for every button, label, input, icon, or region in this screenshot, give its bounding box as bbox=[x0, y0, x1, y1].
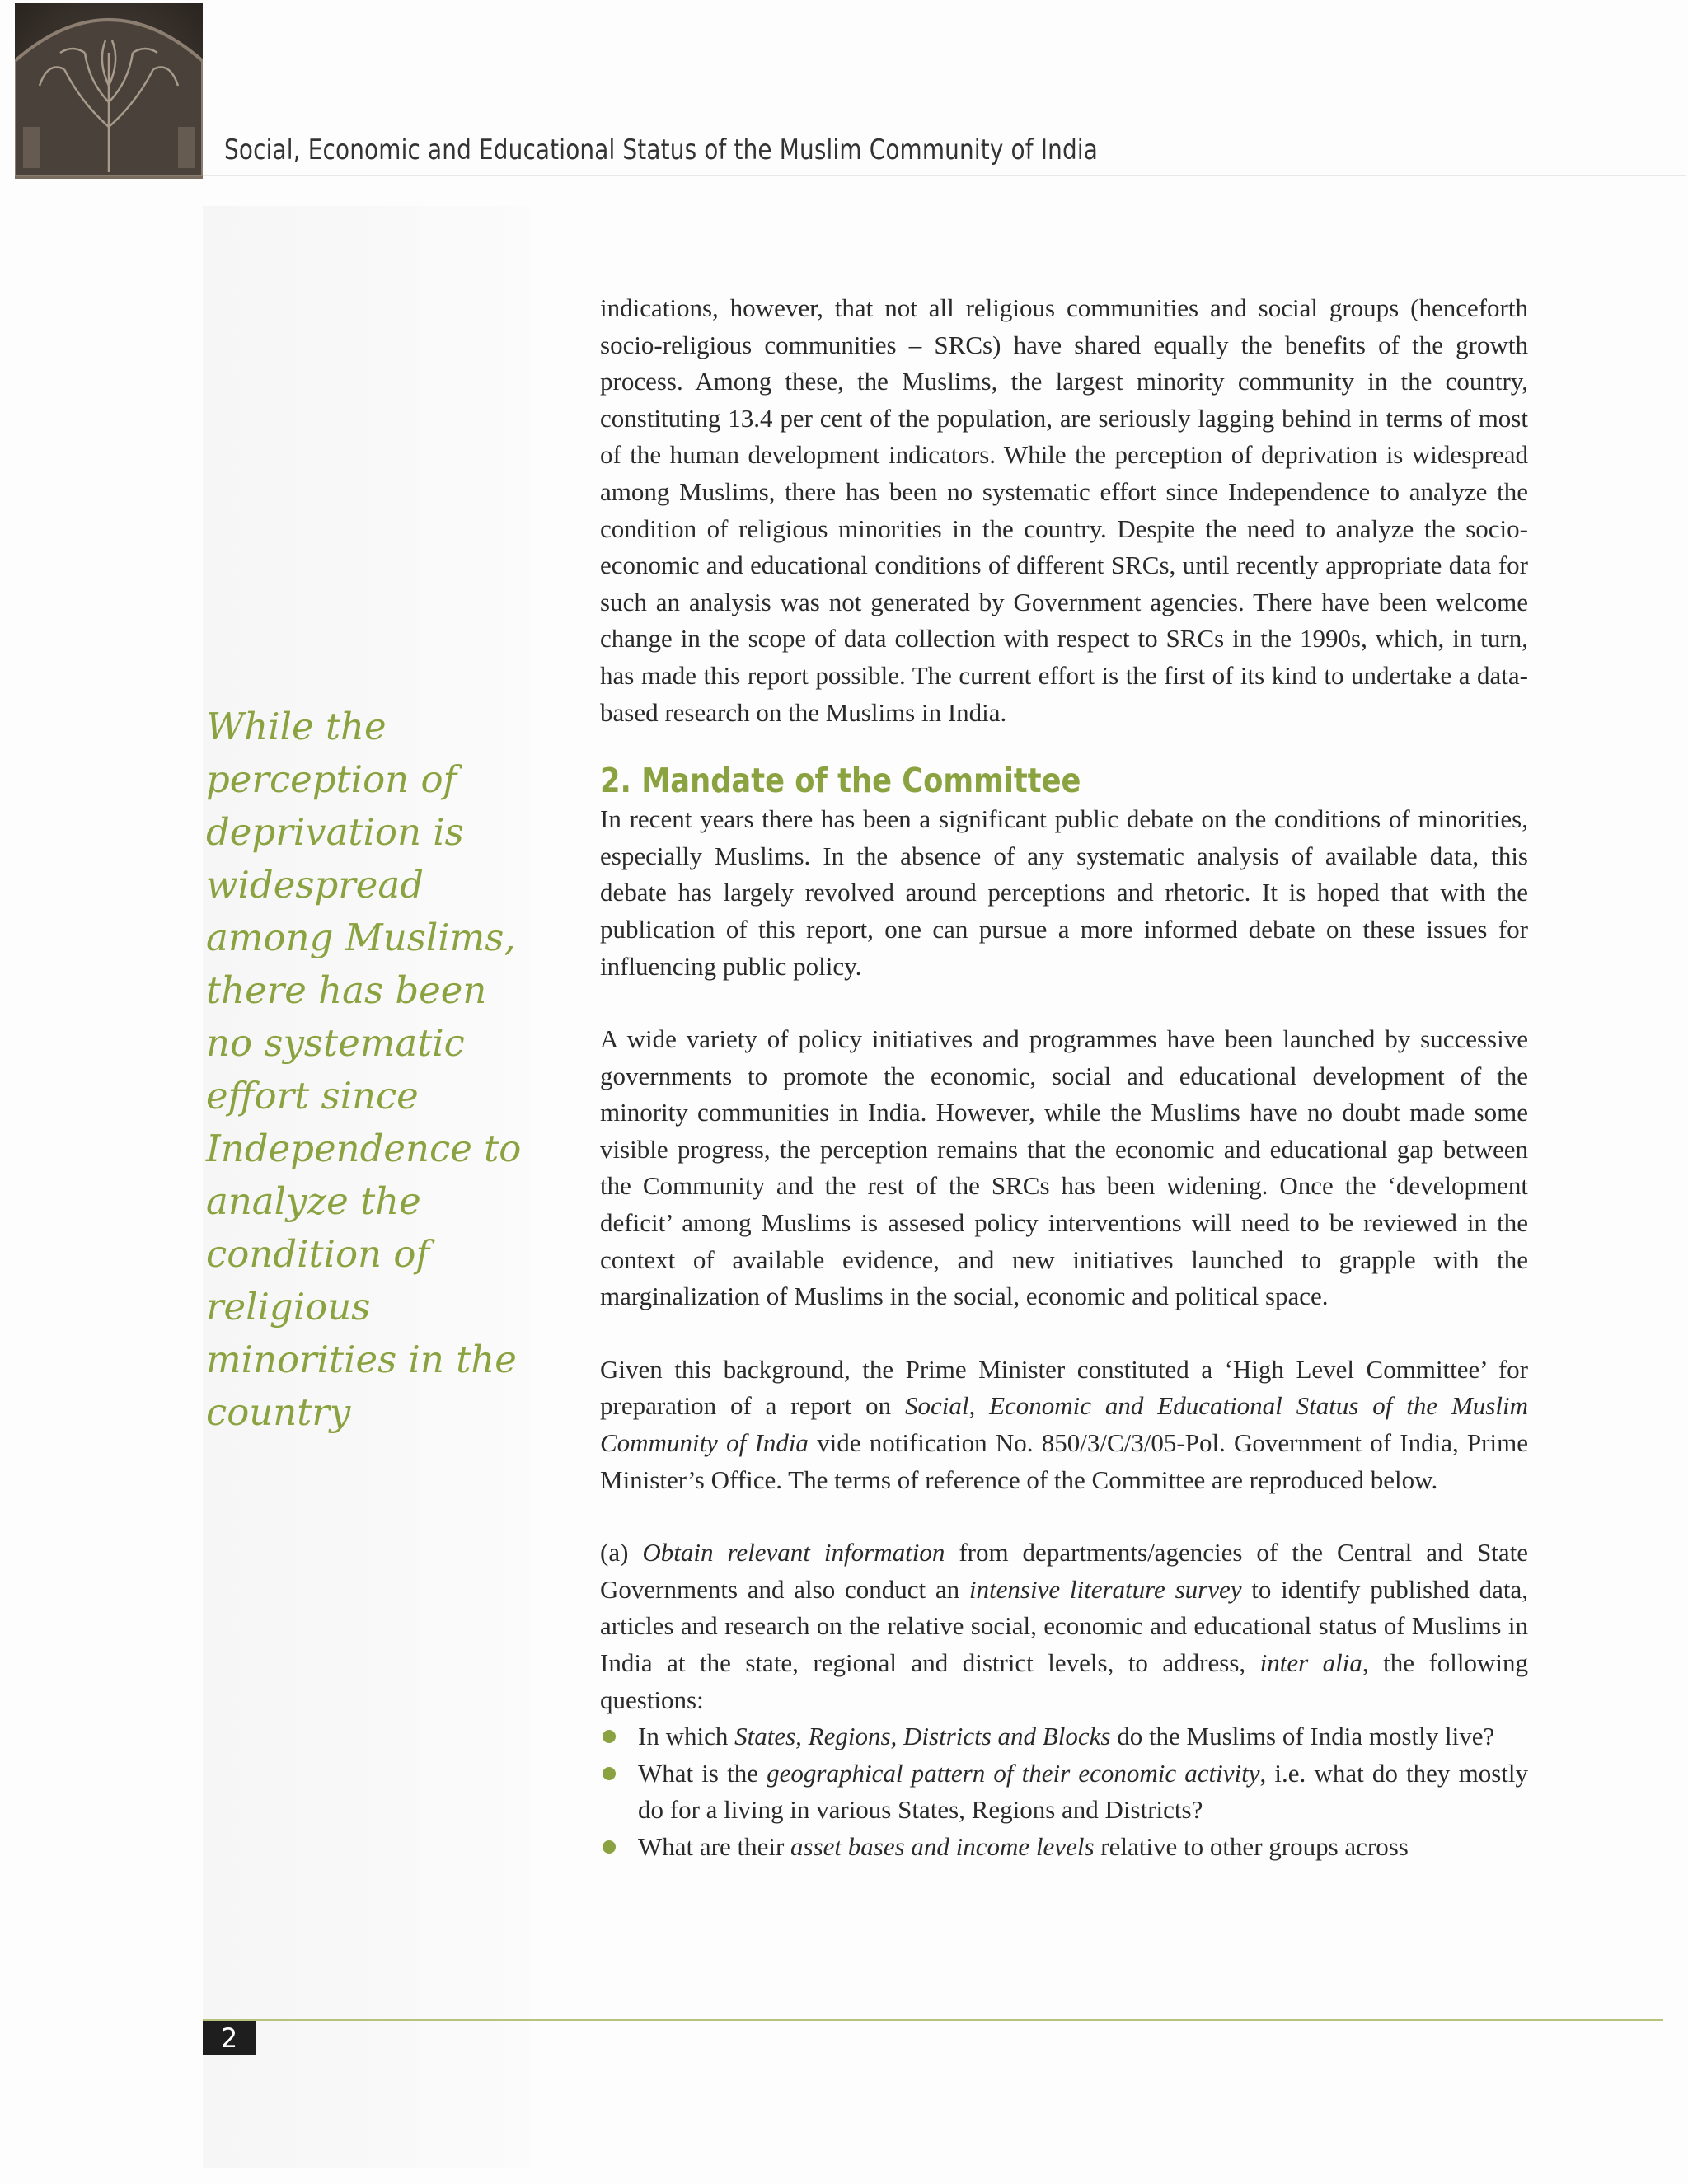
running-head-title: Social, Economic and Educational Status of the Muslim Community of India bbox=[224, 134, 1099, 166]
page-number: 2 bbox=[203, 2021, 256, 2055]
report-title-italic: Social, Economic and Educational Status of the Muslim Community of India bbox=[600, 1391, 1528, 1458]
debate-paragraph: In recent years there has been a significant public debate on the conditions of minorities, especially Muslims. In the absence of any systematic analysis of available data, this debate has largely revolved around perceptions and rhetoric. It is hoped that with the publication of this report, one can pursue a more informed debate on these issues for influencing public policy. bbox=[600, 804, 1528, 981]
header-divider bbox=[203, 175, 1686, 176]
list-item-text: do the Muslims of India mostly live? bbox=[1110, 1722, 1495, 1751]
terms-text-1: from departments/agencies of the Central and State Governments and also conduct an bbox=[600, 1538, 1529, 1604]
list-item-italic: geographical pattern of their economic activity bbox=[767, 1758, 1260, 1788]
pull-quote: While the perception of deprivation is widespread among Muslims, there has been no systematic effort since Independence to analyze the condition of religious minorities in the country bbox=[206, 705, 522, 1434]
terms-prefix: (a) bbox=[600, 1538, 643, 1568]
terms-italic-2: intensive literature survey bbox=[968, 1574, 1242, 1604]
bullet-icon bbox=[603, 1840, 616, 1854]
list-item-text: What are their bbox=[638, 1831, 791, 1861]
terms-italic-1: Obtain relevant information bbox=[642, 1538, 945, 1568]
terms-paragraph bbox=[600, 1535, 1528, 1718]
list-item bbox=[600, 1829, 1528, 1866]
list-item bbox=[600, 1755, 1528, 1829]
header-lattice-image bbox=[15, 3, 203, 179]
bullet-icon bbox=[603, 1730, 616, 1743]
main-text-column bbox=[600, 290, 1528, 1866]
intro-paragraph: indications, however, that not all religious communities and social groups (henceforth socio-religious communities – SRCs) have shared equally the benefits of the growth process. Among these, the Muslims, the largest minority community in the country, constituting 13.4 per cent of the population, are seriously lagging behind in terms of most of the human development indicators. While the perception of deprivation is widespread among Muslims, there has been no systematic effort since Independence to analyze the condition of religious minorities in the country. Despite the need to analyze the socio-economic and educational conditions of different SRCs, until recently appropriate data for such an analysis was not generated by Government agencies. There have been welcome change in the scope of data collection with respect to SRCs in the 1990s, which, in turn, has made this report possible. The current effort is the first of its kind to undertake a data-based research on the Muslims in India. bbox=[600, 293, 1528, 727]
terms-text-end: , the following questions: bbox=[600, 1648, 1529, 1714]
list-item-italic: States, Regions, Districts and Blocks bbox=[734, 1722, 1111, 1751]
question-list bbox=[600, 1718, 1528, 1865]
terms-italic-3: inter alia bbox=[1259, 1648, 1362, 1677]
section-heading: 2. Mandate of the Committee bbox=[600, 761, 1081, 801]
list-item-text: relative to other groups across bbox=[1094, 1831, 1409, 1861]
footer-divider bbox=[203, 2019, 1663, 2021]
background-text-2: vide notification No. 850/3/C/3/05-Pol. Government of India, Prime Minister’s Office. The terms of reference of the Committee are reproduced below. bbox=[600, 1428, 1528, 1494]
list-item-text: What is the bbox=[638, 1758, 767, 1788]
list-item bbox=[600, 1718, 1528, 1755]
list-item-text: In which bbox=[638, 1722, 735, 1751]
list-item-text: , i.e. what do they mostly do for a living in various States, Regions and Districts? bbox=[638, 1758, 1528, 1825]
background-paragraph bbox=[600, 1352, 1528, 1498]
list-item-italic: asset bases and income levels bbox=[790, 1831, 1095, 1861]
background-text-1: Given this background, the Prime Minister constituted a ‘High Level Committee’ for preparation of a report on bbox=[600, 1354, 1528, 1421]
policy-paragraph: A wide variety of policy initiatives and programmes have been launched by successive governments to promote the economic, social and educational development of the minority communities in India. However, while the Muslims have no doubt made some visible progress, the perception remains that the economic and educational gap between the Community and the rest of the SRCs has been widening. Once the ‘development deficit’ among Muslims is assesed policy interventions will need to be reviewed in the context of available evidence, and new initiatives launched to grapple with the marginalization of Muslims in the social, economic and political space. bbox=[600, 1024, 1528, 1311]
terms-text-2: to identify published data, articles and research on the relative social, economic and educational status of Muslims in India at the state, regional and district levels, to address, bbox=[600, 1574, 1528, 1677]
bullet-icon bbox=[603, 1767, 616, 1780]
